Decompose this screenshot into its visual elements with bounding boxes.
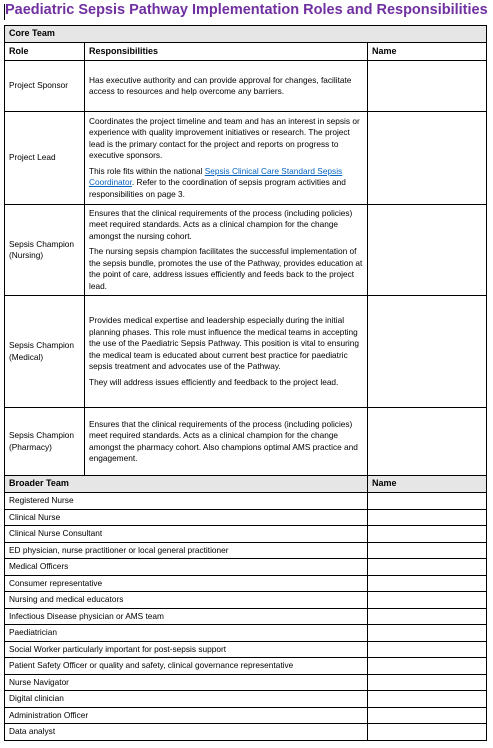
table-row (5, 691, 487, 708)
responsibilities-header: Responsibilities (85, 43, 368, 61)
table-row (5, 526, 487, 543)
name-cell[interactable] (368, 691, 487, 708)
core-team-section-row (5, 26, 487, 43)
table-row (5, 641, 487, 658)
table-row (5, 608, 487, 625)
name-cell[interactable] (368, 493, 487, 510)
broader-role-cell: Data analyst (5, 724, 368, 741)
broader-team-section-row (5, 476, 487, 493)
link-lead-in: This role fits within the national (89, 165, 205, 176)
table-row (5, 509, 487, 526)
link-follow-on: . Refer to the coordination of sepsis program activities and responsibilities on page 3. (89, 177, 346, 199)
table-row (5, 724, 487, 741)
broader-role-cell: Administration Officer (5, 707, 368, 724)
role-cell: Sepsis Champion (Medical) (5, 296, 85, 408)
table-row (5, 674, 487, 691)
responsibility-text: Has executive authority and can provide approval for changes, facilitate access to resources and help overcome any barriers. (89, 74, 352, 96)
name-cell[interactable] (368, 205, 487, 296)
name-cell[interactable] (368, 61, 487, 112)
name-cell[interactable] (368, 674, 487, 691)
name-cell[interactable] (368, 526, 487, 543)
table-row (5, 658, 487, 675)
broader-role-cell: Social Worker particularly important for post-sepsis support (5, 641, 368, 658)
broader-team-list (5, 493, 487, 741)
role-header: Role (5, 43, 85, 61)
name-cell[interactable] (368, 592, 487, 609)
broader-role-cell: Clinical Nurse (5, 509, 368, 526)
name-cell[interactable] (368, 408, 487, 476)
table-row (5, 575, 487, 592)
broader-role-cell: Infectious Disease physician or AMS team (5, 608, 368, 625)
broader-role-cell: Nurse Navigator (5, 674, 368, 691)
table-row (5, 493, 487, 510)
name-cell[interactable] (368, 658, 487, 675)
name-cell[interactable] (368, 707, 487, 724)
table-row (5, 592, 487, 609)
broader-role-cell: Nursing and medical educators (5, 592, 368, 609)
responsibility-text: The nursing sepsis champion facilitates the successful implementation of the sepsis bundle, promotes the use of the Pathway, provides education at the point of care, address issues efficiently and feeds back to the project lead. (89, 246, 363, 291)
roles-table (4, 25, 487, 741)
core-team-label: Core Team (5, 26, 487, 43)
broader-role-cell: Paediatrician (5, 625, 368, 642)
responsibility-text (89, 166, 363, 201)
responsibility-text: Ensures that the clinical requirements of the process (including policies) meet required standards. Acts as a clinical champion for the change amongst the pharmacy cohort. Also champions optimal AMS practice and engagement. (89, 418, 358, 463)
broader-role-cell: Patient Safety Officer or quality and safety, clinical governance representative (5, 658, 368, 675)
broader-role-cell: Medical Officers (5, 559, 368, 576)
responsibility-text: Ensures that the clinical requirements of the process (including policies) meet required standards. Acts as a clinical champion for the change amongst the nursing cohort. (89, 207, 353, 241)
broader-role-cell: Clinical Nurse Consultant (5, 526, 368, 543)
name-cell[interactable] (368, 724, 487, 741)
table-row (5, 205, 487, 296)
table-row (5, 408, 487, 476)
table-row (5, 61, 487, 112)
name-cell[interactable] (368, 559, 487, 576)
table-row (5, 625, 487, 642)
broader-role-cell: Digital clinician (5, 691, 368, 708)
sepsis-coordinator-link[interactable]: Sepsis Clinical Care Standard Sepsis Coordinator (89, 165, 343, 188)
responsibilities-cell (85, 112, 368, 205)
table-row (5, 542, 487, 559)
broader-name-header: Name (368, 476, 487, 493)
broader-team-label: Broader Team (5, 476, 368, 493)
name-cell[interactable] (368, 641, 487, 658)
role-cell: Project Lead (5, 112, 85, 205)
role-cell: Sepsis Champion (Pharmacy) (5, 408, 85, 476)
name-cell[interactable] (368, 575, 487, 592)
name-cell[interactable] (368, 296, 487, 408)
table-row (5, 559, 487, 576)
core-team-header-row (5, 43, 487, 61)
role-cell: Project Sponsor (5, 61, 85, 112)
broader-role-cell: Consumer representative (5, 575, 368, 592)
name-cell[interactable] (368, 625, 487, 642)
responsibility-text: Provides medical expertise and leadership especially during the initial planning phases. This role must influence the medical teams in accepting the use of the Paediatric Sepsis Pathway. This position is vital to ensuring the medical team is educated about current best practice for paediatric sepsis treatment and advocates use of the Pathway. (89, 315, 359, 371)
name-header: Name (368, 43, 487, 61)
name-cell[interactable] (368, 112, 487, 205)
table-row (5, 707, 487, 724)
role-cell: Sepsis Champion (Nursing) (5, 205, 85, 296)
table-row (5, 112, 487, 205)
responsibilities-cell (85, 408, 368, 476)
page-title: Paediatric Sepsis Pathway Implementation Roles and Responsibilities (5, 2, 488, 18)
responsibility-text: Coordinates the project timeline and team and has an interest in sepsis or experience with quality improvement initiatives or research. The project lead is the primary contact for the project and reports on progress to executive sponsors. (89, 115, 360, 161)
responsibility-text: They will address issues efficiently and feedback to the project lead. (89, 376, 339, 387)
broader-role-cell: Registered Nurse (5, 493, 368, 510)
name-cell[interactable] (368, 542, 487, 559)
name-cell[interactable] (368, 509, 487, 526)
responsibilities-cell (85, 61, 368, 112)
responsibilities-cell (85, 296, 368, 408)
broader-role-cell: ED physician, nurse practitioner or local general practitioner (5, 542, 368, 559)
responsibilities-cell (85, 205, 368, 296)
name-cell[interactable] (368, 608, 487, 625)
table-row (5, 296, 487, 408)
